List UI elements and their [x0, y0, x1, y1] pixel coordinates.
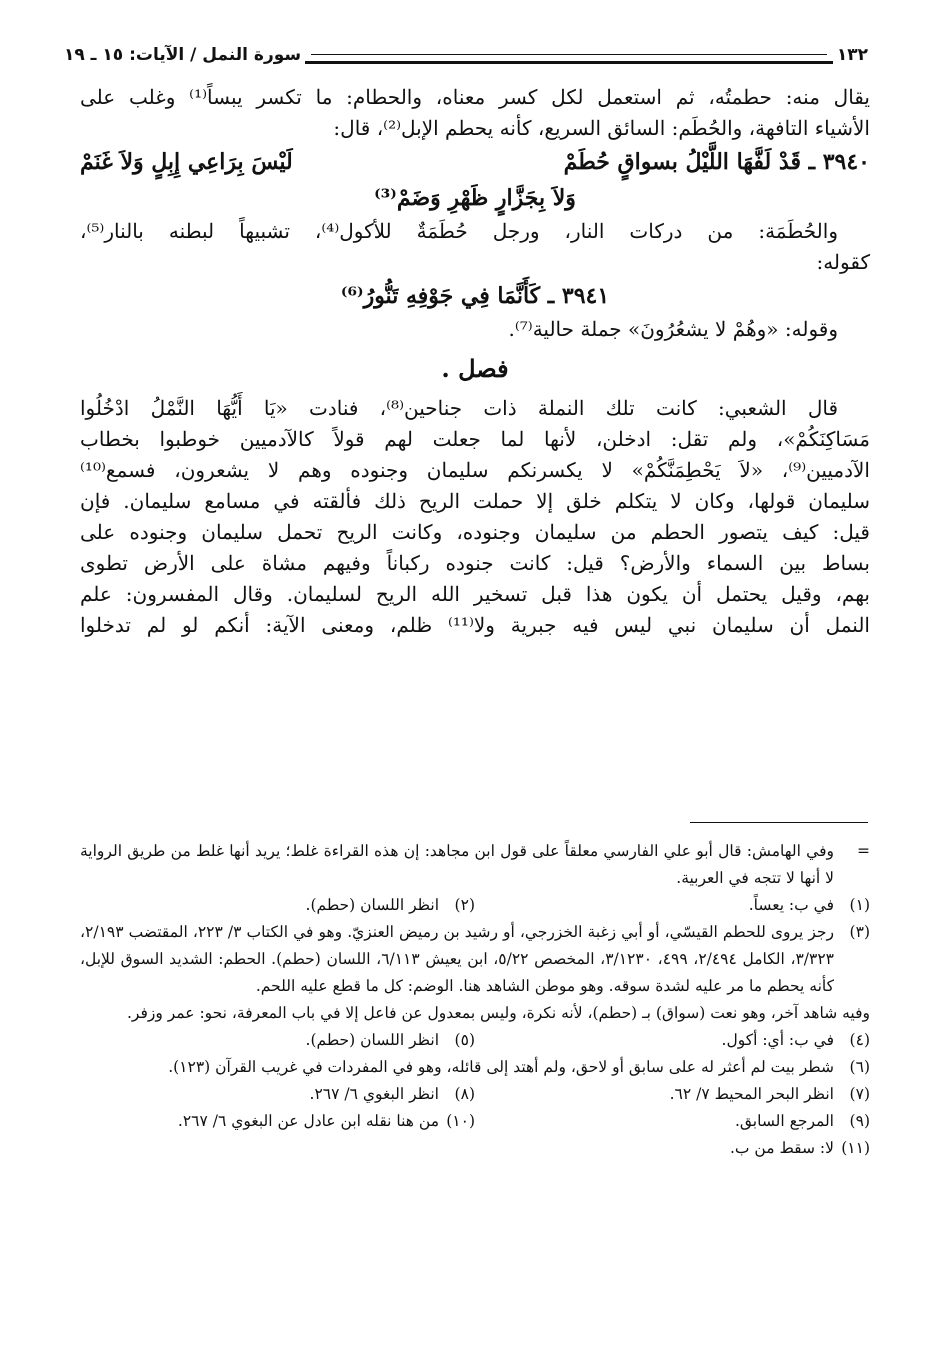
footnote-2: (٢) انظر اللسان (حطم).	[305, 896, 475, 914]
text-line: يقال منه: حطمتُه، ثم استعمل لكل كسر معناه، والحطام: ما تكسر يبساً⁽¹⁾ وغلب على	[80, 85, 870, 109]
footnote-separator	[690, 822, 868, 823]
text-line: وقوله: «وهُمْ لا يشعُرُونَ» جملة حالية⁽⁷⁾.	[508, 317, 838, 341]
text-line: الآدميين⁽⁹⁾، «لاَ يَحْطِمَنَّكُمْ» لا يكسرنكم سليمان وجنوده وهم لا يشعرون، فسمع⁽¹⁰⁾	[80, 458, 870, 482]
footnote-10: (١٠) من هنا نقله ابن عادل عن البغوي ٦/ ٢٦٧.	[177, 1112, 475, 1130]
footnote-row	[80, 1027, 870, 1054]
footnote-3: (٣) رجز يروى للحطم القيسّي، أو أبي زغبة الخزرجي، أو رشيد بن رميض العنزيّ. وهو في الكتاب ٣/ ٢٢٣، المقتضب ٢/١٩٣، ٣/٣٢٣، الكامل ٢/٤٩٤، ٤٩٩، ٣/١٢٣٠، المخصص ٥/٢٢، ابن يعيش ٦/١١٣، اللسان (حطم). الحطم: الشديد السوق للإبل، كأنه يحطم ما مر عليه لشدة سوقه. وهو موطن الشاهد هنا. الوضم: كل ما قطع عليه اللحم.	[80, 923, 870, 995]
footnotes	[80, 838, 870, 1162]
footnote-1: (١) في ب: يعساً.	[748, 896, 870, 914]
main-text	[80, 82, 870, 641]
text-line: بهم، وقيل يحتمل أن يكون هذا قبل تسخير الله الريح لسليمان. وقال المفسرون: علم	[80, 582, 871, 606]
footnote-6: (٦) شطر بيت لم أعثر له على سابق أو لاحق، ولم أهتد إلى قائله، وهو في المفردات في غريب القرآن (١٢٣).	[168, 1058, 870, 1076]
footnote-row	[80, 892, 870, 919]
verse-3940-line-2: وَلاَ بِجَزَّارٍ ظَهْرِ وَضَمْ⁽³⁾	[374, 185, 576, 211]
verse-hemistich: ٣٩٤٠ ـ قَدْ لَفَّهَا اللَّيْلُ بسواقٍ حُطَمْ	[563, 149, 870, 175]
footnote-8: (٨) انظر البغوي ٦/ ٢٦٧.	[309, 1085, 475, 1103]
text-line: بساط بين السماء والأرض؟ قيل: كانت جنوده ركباناً وفيهم مشاة على الأرض تطوى	[80, 551, 870, 575]
section-heading: فصل .	[441, 354, 509, 383]
text-line: قال الشعبي: كانت تلك النملة ذات جناحين⁽⁸⁾، فنادت «يَا أَيُّهَا النَّمْلُ ادْخُلُوا	[80, 396, 839, 420]
text-line: مَسَاكِنَكُمْ»، ولم تقل: ادخلن، لأنها لما جعلت لهم قولاً كالآدميين خوطبوا بخطاب	[80, 427, 870, 451]
text-line: الأشياء التافهة، والحُطَم: السائق السريع، كأنه يحطم الإبل⁽²⁾، قال:	[333, 116, 870, 140]
footnote-row	[80, 1081, 870, 1108]
text-line: قيل: كيف يتصور الحطم من سليمان وجنوده، وكانت الريح تحمل سليمان وجنوده على	[80, 520, 870, 544]
text-line: كقوله:	[816, 250, 870, 274]
verse-3940	[80, 144, 870, 180]
verse-hemistich: لَيْسَ بِرَاعِي إِبِلٍ وَلاَ غَنَمْ	[80, 149, 293, 175]
footnote-row	[80, 1108, 870, 1135]
footnote-11: (١١) لا: سقط من ب.	[729, 1139, 870, 1157]
text-line: النمل أن سليمان نبي ليس فيه جبرية ولا⁽¹¹⁾ ظلم، ومعنى الآية: أنكم لو لم تدخلوا	[80, 613, 870, 637]
verse-3941: ٣٩٤١ ـ كَأَنَّمَا فِي جَوْفِهِ تَنُّورُ⁽⁶⁾	[340, 283, 610, 309]
section-title: سورة النمل / الآيات: ١٥ ـ ١٩	[60, 45, 305, 65]
footnote-3-extra: وفيه شاهد آخر، وهو نعت (سواق) بـ (حطم)، لأنه نكرة، وليس بمعدول عن فاعل إلا في باب المعرفة، نحو: عمر وزفر.	[126, 1004, 870, 1022]
footnote-7: (٧) انظر البحر المحيط ٧/ ٦٢.	[669, 1085, 870, 1103]
footnote-9: (٩) المرجع السابق.	[734, 1112, 870, 1130]
page-number: ١٣٢	[833, 45, 872, 65]
running-header	[60, 34, 872, 64]
header-rule	[311, 54, 827, 55]
footnote-4: (٤) في ب: أي: أكول.	[721, 1031, 870, 1049]
text-line: والحُطَمَة: من دركات النار، ورجل حُطَمَةٌ للأكول⁽⁴⁾، تشبيهاً لبطنه بالنار⁽⁵⁾،	[80, 219, 838, 243]
footnote-5: (٥) انظر اللسان (حطم).	[305, 1031, 475, 1049]
footnote-continued: = وفي الهامش: قال أبو علي الفارسي معلقاً على قول ابن مجاهد: إن هذه القراءة غلط؛ يريد أنها غلط من طريق الرواية لا أنها لا تتجه في العربية.	[80, 842, 870, 887]
text-line: سليمان قولها، وكان لا يتكلم خلق إلا حملت الريح ذلك فألقته في مسامع سليمان. فإن	[80, 489, 870, 513]
